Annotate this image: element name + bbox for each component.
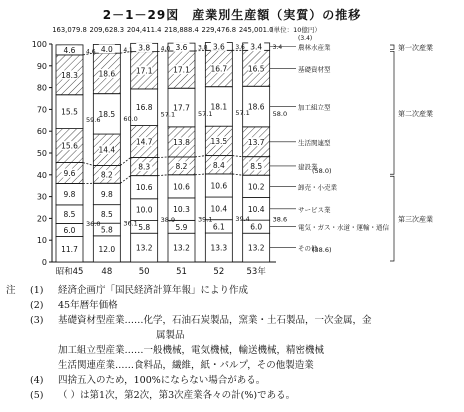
data-label: 10.0 xyxy=(135,205,153,215)
note-item xyxy=(6,328,462,343)
data-label: 13.8 xyxy=(173,137,190,147)
data-label: 3.8 xyxy=(138,43,151,53)
data-label: 8.2 xyxy=(100,170,113,180)
data-label: 16.7 xyxy=(210,64,228,74)
group-label: 第二次産業 xyxy=(398,109,433,118)
secondary-share-label: 60.0 xyxy=(123,115,138,124)
data-label: 9.8 xyxy=(63,190,76,200)
data-label: 10.3 xyxy=(173,205,190,215)
segment-connector xyxy=(232,174,242,175)
note-text: 経済企画庁「国民経済計算年報」により作成 xyxy=(58,285,249,296)
segment-connector xyxy=(158,175,168,176)
legend-tertiary-total: (38.6) xyxy=(312,246,332,254)
data-label: 16.8 xyxy=(135,103,153,113)
note-number: (3) xyxy=(30,315,44,326)
data-label: 10.6 xyxy=(173,182,190,192)
secondary-share-label: 57.1 xyxy=(235,109,250,118)
data-label: 9.8 xyxy=(100,189,113,199)
legend-item: 生活関連型 xyxy=(298,138,331,147)
y-tick-label: 10 xyxy=(36,236,47,246)
y-tick-label: 70 xyxy=(36,105,47,115)
segment-connector xyxy=(195,174,205,175)
segment-connector xyxy=(232,156,242,157)
secondary-share-label: 59.6 xyxy=(86,116,101,125)
segment-connector xyxy=(120,176,130,184)
note-text: 加工組立型産業……一般機械，電気機械，輸送機械，精密機械 xyxy=(58,345,325,356)
tertiary-share-label: 36.0 xyxy=(86,219,101,228)
segment-connector xyxy=(158,157,168,158)
segment-connector xyxy=(195,156,205,157)
note-item xyxy=(6,373,462,388)
total-label: 218,888.4 xyxy=(164,26,199,34)
group-label: 第一次産業 xyxy=(398,44,433,53)
note-item xyxy=(6,283,462,298)
data-label: 13.2 xyxy=(173,243,190,253)
data-label: 6.0 xyxy=(63,225,76,235)
y-tick-label: 50 xyxy=(36,149,47,158)
data-label: 18.6 xyxy=(247,102,265,112)
tertiary-share-label: 39.1 xyxy=(198,215,213,224)
group-label: 第三次産業 xyxy=(398,215,433,224)
primary-share-label: 4.6 xyxy=(86,48,96,56)
data-label: 14.7 xyxy=(135,137,153,147)
data-label: 12.0 xyxy=(98,244,116,254)
note-number: (5) xyxy=(30,390,44,401)
y-tick-label: 30 xyxy=(36,192,47,202)
data-label: 8.5 xyxy=(100,209,113,219)
data-label: 14.4 xyxy=(98,145,116,155)
tertiary-share-label: 39.4 xyxy=(235,214,250,223)
data-label: 3.6 xyxy=(175,43,188,53)
data-label: 17.1 xyxy=(173,65,190,75)
data-label: 8.5 xyxy=(63,210,76,220)
y-tick-label: 0 xyxy=(41,258,47,267)
footnotes xyxy=(6,283,462,403)
note-number: (4) xyxy=(30,375,44,386)
legend-item: 基礎資材型 xyxy=(298,65,331,74)
data-label: 18.5 xyxy=(98,109,116,119)
data-label: 13.3 xyxy=(210,243,228,253)
data-label: 3.6 xyxy=(212,42,225,52)
group-bracket xyxy=(390,45,394,49)
primary-share-label: 3.8 xyxy=(198,44,208,52)
x-tick-label: 50 xyxy=(138,267,150,277)
data-label: 8.3 xyxy=(138,162,151,172)
tertiary-share-label: 38.9 xyxy=(160,215,176,224)
data-label: 10.2 xyxy=(247,182,265,192)
unit-label: （単位：10億円） xyxy=(267,26,321,34)
primary-share-label: 4.0 xyxy=(160,45,171,53)
data-label: 4.6 xyxy=(63,45,76,55)
data-label: 5.8 xyxy=(138,222,151,232)
legend-item: 電気・ガス・水道・運輸・通信 xyxy=(298,223,389,232)
note-text: 基礎資材型産業……化学，石油石炭製品，窯業・土石製品，一次金属，金 xyxy=(58,315,372,326)
data-label: 10.6 xyxy=(210,181,228,191)
data-label: 6.0 xyxy=(250,222,263,232)
y-tick-label: 20 xyxy=(36,214,47,224)
note-text: （ ）は第1次，第2次，第3次産業各々の計(%)である。 xyxy=(58,390,296,401)
data-label: 10.6 xyxy=(135,183,153,193)
y-tick-label: 40 xyxy=(36,170,47,180)
x-tick-label: 51 xyxy=(176,267,187,277)
legend-item: 農林水産業 xyxy=(298,43,331,52)
notes-head: 注 xyxy=(6,285,16,296)
data-label: 16.5 xyxy=(247,64,265,74)
total-label: 229,476.8 xyxy=(201,26,237,34)
data-label: 18.3 xyxy=(61,70,78,80)
data-label: 15.5 xyxy=(61,107,78,117)
data-label: 3.4 xyxy=(250,42,263,52)
data-label: 10.4 xyxy=(210,204,228,214)
note-item xyxy=(6,343,462,358)
data-label: 17.1 xyxy=(135,66,153,76)
total-label: 209,628.3 xyxy=(89,26,125,34)
note-text: 45年暦年価格 xyxy=(58,300,118,311)
x-tick-label: 53年 xyxy=(246,267,266,277)
y-tick-label: 100 xyxy=(31,40,47,49)
data-label: 17.7 xyxy=(173,103,190,113)
note-item xyxy=(6,358,462,373)
secondary-share-label: 58.0 xyxy=(272,109,288,118)
y-tick-label: 90 xyxy=(36,61,47,71)
secondary-share-label: 57.1 xyxy=(160,110,176,119)
data-label: 8.4 xyxy=(212,160,225,170)
data-label: 6.1 xyxy=(212,222,225,232)
note-number: (2) xyxy=(30,300,44,311)
group-bracket xyxy=(390,176,394,261)
tertiary-share-label: 38.6 xyxy=(272,215,288,224)
total-label: 163,079.8 xyxy=(52,26,87,34)
data-label: 18.1 xyxy=(210,102,228,112)
legend-secondary-total: (58.0) xyxy=(312,167,332,176)
legend-item: その他 xyxy=(298,244,318,253)
note-item xyxy=(6,388,462,403)
chart-title: 2－1－29図 産業別生産額（実質）の推移 xyxy=(102,8,362,22)
x-tick-label: 昭和45 xyxy=(55,267,84,277)
note-item xyxy=(6,298,462,313)
total-label: 204,411.4 xyxy=(126,26,162,34)
note-number: (1) xyxy=(30,285,44,296)
segment-connector xyxy=(120,158,130,166)
data-label: 13.7 xyxy=(247,137,265,147)
legend-item: 加工組立型 xyxy=(298,103,331,112)
data-label: 15.6 xyxy=(61,141,78,151)
segment-connector xyxy=(83,163,93,166)
note-text: 生活関連産業……食料品，繊維，紙・パルプ，その他製造業 xyxy=(58,360,314,371)
tertiary-share-label: 36.1 xyxy=(123,219,138,228)
data-label: 8.5 xyxy=(250,161,263,171)
primary-share-label: 3.4 xyxy=(272,43,283,51)
group-bracket xyxy=(390,51,394,174)
data-label: 13.5 xyxy=(210,136,228,146)
data-label: 11.7 xyxy=(61,245,78,255)
secondary-share-label: 57.1 xyxy=(198,109,213,118)
data-label: 8.2 xyxy=(175,161,188,171)
data-label: 5.8 xyxy=(100,225,113,235)
y-tick-label: 60 xyxy=(36,127,47,137)
data-label: 13.2 xyxy=(247,243,265,253)
note-item xyxy=(6,313,462,328)
data-label: 4.0 xyxy=(100,44,113,54)
note-text: 四捨五入のため，100%にならない場合がある。 xyxy=(58,375,266,386)
total-label: 245,001.0 xyxy=(238,26,274,34)
note-text: 属製品 xyxy=(156,330,185,341)
primary-share-label: 4.1 xyxy=(123,46,133,54)
legend-item: 建設業 xyxy=(298,162,318,171)
primary-share-label: 3.6 xyxy=(235,43,245,51)
data-label: 10.4 xyxy=(247,204,265,214)
y-tick-label: 80 xyxy=(36,83,47,93)
data-label: 18.6 xyxy=(98,69,116,79)
legend-primary-total: (3.4) xyxy=(298,35,313,42)
legend-item: 卸売・小売業 xyxy=(298,183,337,192)
data-label: 5.9 xyxy=(175,222,188,232)
x-tick-label: 48 xyxy=(101,267,113,277)
data-label: 13.2 xyxy=(135,243,153,253)
data-label: 9.6 xyxy=(63,169,76,179)
x-tick-label: 52 xyxy=(213,267,225,277)
legend-item: サービス業 xyxy=(298,205,331,214)
